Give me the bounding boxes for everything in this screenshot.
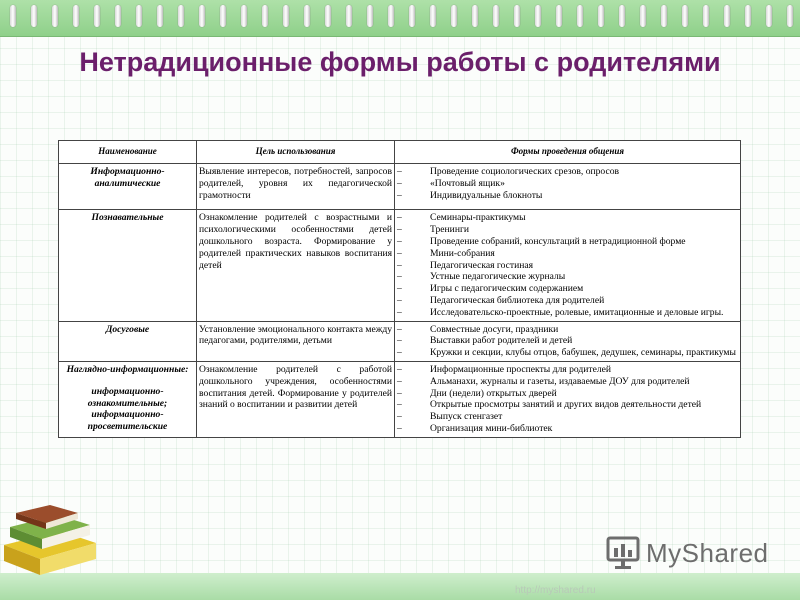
row-forms: [395, 164, 741, 210]
table-row: [59, 321, 741, 361]
spiral-ring: [556, 5, 562, 27]
spiral-ring: [619, 5, 625, 27]
list-item: – Индивидуальные блокноты: [397, 189, 543, 201]
spiral-ring: [409, 5, 415, 27]
spiral-ring: [367, 5, 373, 27]
table-header-row: [59, 141, 741, 164]
spiral-ring: [304, 5, 310, 27]
list-item: – Педагогическая гостиная: [397, 259, 534, 271]
spiral-ring: [94, 5, 100, 27]
spiral-ring: [73, 5, 79, 27]
slide-title: Нетрадиционные формы работы с родителями: [79, 47, 721, 77]
bottom-band: [0, 573, 800, 600]
spiral-ring: [325, 5, 331, 27]
spiral-ring: [220, 5, 226, 27]
spiral-ring: [682, 5, 688, 27]
row-goal: Установление эмоционального контакта между педагогами, родителями, детьми: [197, 321, 395, 361]
list-item: – Игры с педагогическим содержанием: [397, 283, 584, 295]
table-row: [59, 164, 741, 210]
row-forms: [395, 361, 741, 437]
header-forms: Формы проведения общения: [395, 141, 741, 164]
row-forms: [395, 321, 741, 361]
spiral-ring: [493, 5, 499, 27]
row-name-sub: информационно-просветительские: [87, 409, 168, 433]
spiral-ring: [10, 5, 16, 27]
spiral-ring: [346, 5, 352, 27]
spiral-ring: [724, 5, 730, 27]
spiral-ring: [241, 5, 247, 27]
spiral-ring: [178, 5, 184, 27]
spiral-ring: [157, 5, 163, 27]
list-item: – Исследовательско-проектные, ролевые, имитационные и деловые игры.: [397, 306, 724, 318]
row-name: Досуговые: [59, 321, 197, 361]
logo-text: MyShared: [646, 537, 769, 568]
row-goal: Ознакомление родителей с работой дошкольного учреждения, особенностями воспитания детей. Формирование у родителей знаний о воспитании и развитии детей: [197, 361, 395, 437]
spiral-ring: [451, 5, 457, 27]
header-name: Наименование: [59, 141, 197, 164]
list-item: – Организация мини-библиотек: [397, 422, 553, 434]
row-name: Познавательные: [59, 210, 197, 321]
spiral-ring: [388, 5, 394, 27]
table-row: [59, 210, 741, 321]
spiral-ring: [745, 5, 751, 27]
list-item: – Семинары-практикумы: [397, 212, 526, 224]
spiral-ring: [430, 5, 436, 27]
spiral-ring: [703, 5, 709, 27]
row-name-main: Наглядно-информационные:: [66, 363, 189, 375]
list-item: – Выпуск стенгазет: [397, 411, 503, 423]
table-row: [59, 361, 741, 437]
spiral-ring: [136, 5, 142, 27]
list-item: – Устные педагогические журналы: [397, 271, 566, 283]
list-item: – Информационные проспекты для родителей: [397, 363, 612, 375]
spiral-ring: [283, 5, 289, 27]
myshared-logo: [606, 536, 769, 570]
myshared-logo-icon: [606, 536, 640, 570]
spiral-ring: [115, 5, 121, 27]
row-name: [59, 361, 197, 437]
notebook-spiral-band: [0, 0, 800, 37]
list-item: – Проведение социологических срезов, опросов: [397, 166, 620, 177]
spiral-ring: [766, 5, 772, 27]
spiral-ring: [199, 5, 205, 27]
spiral-ring: [31, 5, 37, 27]
row-forms: [395, 210, 741, 321]
spiral-ring: [598, 5, 604, 27]
row-name-sub: информационно-ознакомительные;: [87, 385, 168, 409]
list-item: – Открытые просмотры занятий и других видов деятельности детей: [397, 399, 702, 411]
list-item: – Тренинги: [397, 224, 470, 236]
spiral-ring: [535, 5, 541, 27]
spiral-ring: [514, 5, 520, 27]
spiral-ring: [577, 5, 583, 27]
spiral-ring: [262, 5, 268, 27]
list-item: – Совместные досуги, праздники: [397, 323, 559, 335]
forms-table: [58, 140, 741, 438]
row-goal: Ознакомление родителей с возрастными и психологическими особенностями детей дошкольного возраста. Формирование у родителей практических навыков воспитания детей: [197, 210, 395, 321]
list-item: – Кружки и секции, клубы отцов, бабушек, дедушек, семинары, практикумы: [397, 347, 736, 359]
list-item: – «Почтовый ящик»: [397, 177, 505, 189]
spiral-ring: [787, 5, 793, 27]
header-goal: Цель использования: [197, 141, 395, 164]
books-icon: [0, 505, 100, 577]
spiral-ring: [472, 5, 478, 27]
list-item: – Альманахи, журналы и газеты, издаваемые ДОУ для родителей: [397, 375, 690, 387]
list-item: – Проведение собраний, консультаций в нетрадиционной форме: [397, 235, 686, 247]
list-item: – Дни (недели) открытых дверей: [397, 387, 557, 399]
row-name: Информационно-аналитические: [59, 164, 197, 210]
watermark: http://myshared.ru: [515, 585, 596, 596]
spiral-ring: [640, 5, 646, 27]
spiral-ring: [661, 5, 667, 27]
row-goal: Выявление интересов, потребностей, запросов родителей, уровня их педагогической грамотности: [197, 164, 395, 210]
spiral-ring: [52, 5, 58, 27]
list-item: – Мини-собрания: [397, 247, 495, 259]
list-item: – Педагогическая библиотека для родителей: [397, 294, 605, 306]
list-item: – Выставки работ родителей и детей: [397, 335, 573, 347]
